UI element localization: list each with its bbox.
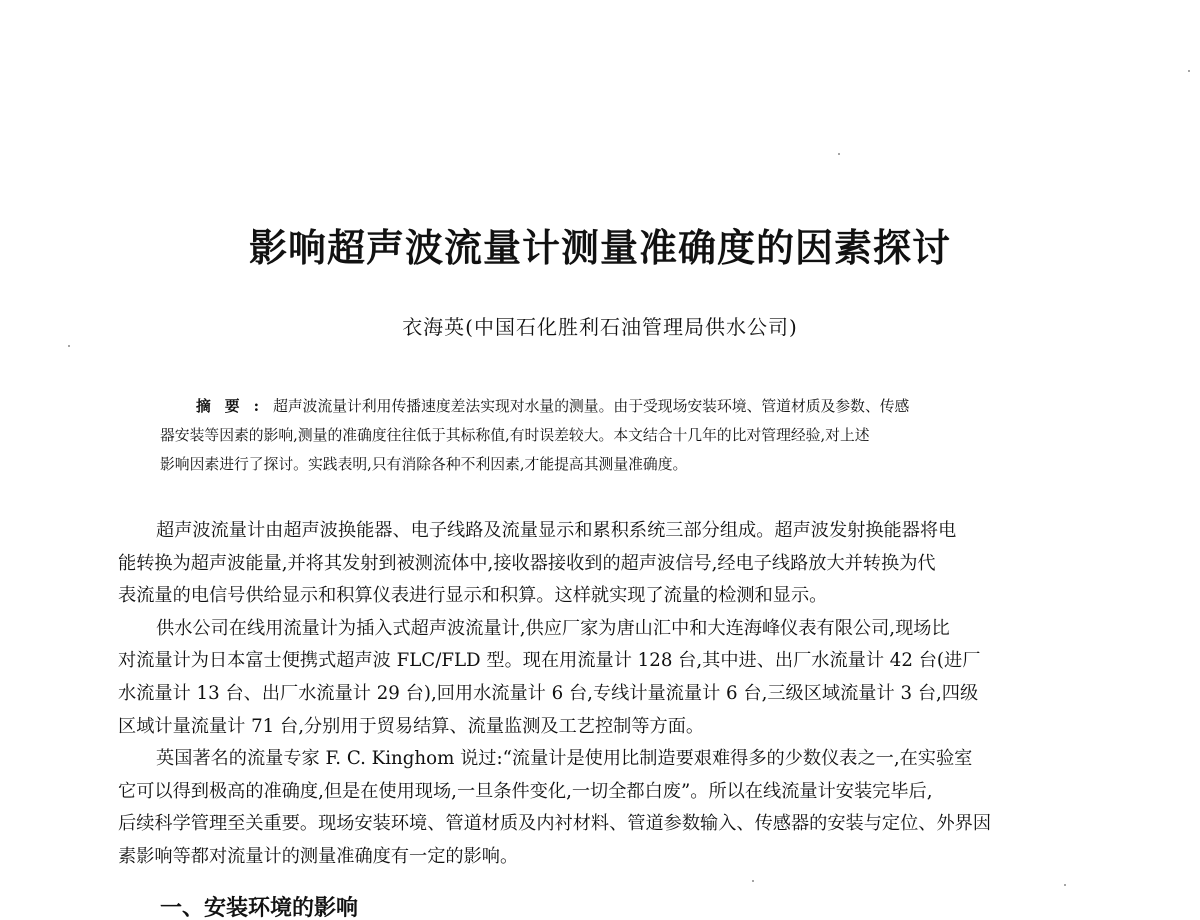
paragraph-2-line: 水流量计 13 台、出厂水流量计 29 台),回用水流量计 6 台,专线计量流量计 6 台,三级区域流量计 3 台,四级 [118,682,979,704]
paragraph-3-line: 后续科学管理至关重要。现场安装环境、管道材质及内衬材料、管道参数输入、传感器的安装与定位、外界因 [118,813,992,835]
paper-title: 影响超声波流量计测量准确度的因素探讨 [248,225,951,270]
paragraph-1-line: 超声波流量计由超声波换能器、电子线路及流量显示和累积系统三部分组成。超声波发射换能器将电 [156,520,957,541]
section-heading: 一、安装环境的影响 [160,895,359,920]
paragraph-2-line: 对流量计为日本富士便携式超声波 FLC/FLD 型。现在用流量计 128 台,其中进、出厂水流量计 42 台(进厂 [118,650,981,672]
abstract-line [160,392,1070,421]
abstract-line: 器安装等因素的影响,测量的准确度往往低于其标称值,有时误差较大。本文结合十几年的比对管理经验,对上述 [160,427,870,444]
paragraph-3-line: 英国著名的流量专家 F. C. Kinghom 说过:“流量计是使用比制造要艰难得多的少数仪表之一,在实验室 [156,748,973,770]
scan-speck [752,880,754,882]
paragraph-3-line: 它可以得到极高的准确度,但是在使用现场,一旦条件变化,一切全都白废”。所以在线流量计安装完毕后, [118,780,933,802]
abstract [160,392,1070,479]
paragraph-1-line: 能转换为超声波能量,并将其发射到被测流体中,接收器接收到的超声波信号,经电子线路放大并转换为代 [118,552,936,574]
paragraph-3-line: 素影响等都对流量计的测量准确度有一定的影响。 [118,845,519,867]
paragraph-2-line: 供水公司在线用流量计为插入式超声波流量计,供应厂家为唐山汇中和大连海峰仪表有限公司,现场比 [156,617,950,639]
abstract-label: 摘要: [196,398,274,415]
abstract-line: 影响因素进行了探讨。实践表明,只有消除各种不利因素,才能提高其测量准确度。 [160,456,688,473]
author-affiliation: 衣海英(中国石化胜利石油管理局供水公司) [402,315,798,339]
body-text [118,515,1108,874]
scan-speck [1188,70,1190,72]
abstract-text: 超声波流量计利用传播速度差法实现对水量的测量。由于受现场安装环境、管道材质及参数、传感 [273,398,910,415]
paragraph-2-line: 区域计量流量计 71 台,分别用于贸易结算、流量监测及工艺控制等方面。 [118,715,705,737]
scan-speck [68,345,70,347]
scan-speck [838,153,840,155]
paragraph-1-line: 表流量的电信号供给显示和积算仪表进行显示和积算。这样就实现了流量的检测和显示。 [118,585,828,607]
scan-speck [1064,884,1066,886]
